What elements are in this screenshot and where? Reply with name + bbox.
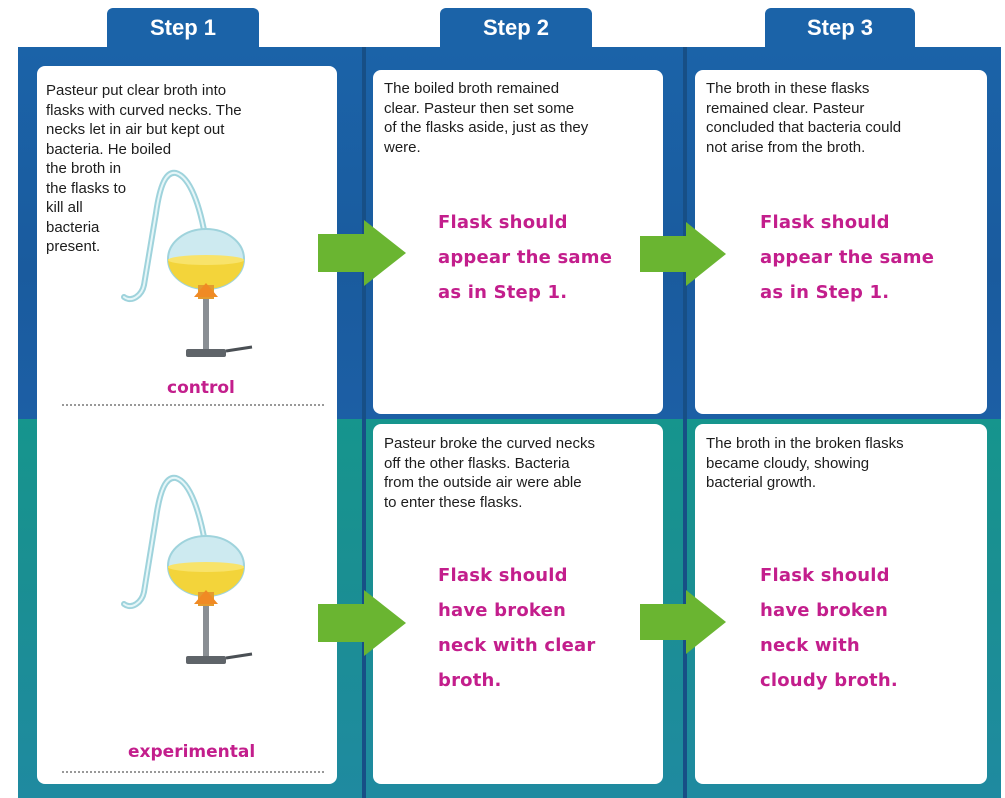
text-line: The broth in the broken flasks xyxy=(706,435,904,452)
step-2-control-text xyxy=(384,79,588,157)
text-line: remained clear. Pasteur xyxy=(706,99,865,117)
text-line: present. xyxy=(46,238,101,255)
text-line: kill all xyxy=(46,199,83,216)
experimental-flask-icon xyxy=(110,468,260,683)
text-line: The boiled broth remained xyxy=(384,80,560,97)
step-2-experimental-note xyxy=(438,558,596,698)
text-line: the broth in xyxy=(46,160,122,177)
text-line: not arise from the broth. xyxy=(706,138,866,156)
step-3-experimental-note xyxy=(760,558,898,698)
text-line: from the outside air were able xyxy=(384,474,582,491)
text-line: Pasteur put clear broth into xyxy=(46,82,227,99)
note-line: appear the same xyxy=(760,247,935,268)
text-line: the flasks to xyxy=(46,179,127,197)
text-line: clear. Pasteur then set some xyxy=(384,99,575,117)
right-arrow-icon xyxy=(640,222,726,286)
text-line: Pasteur broke the curved necks xyxy=(384,435,595,452)
experimental-label: experimental xyxy=(128,742,256,762)
text-line: were. xyxy=(384,138,421,156)
note-line: have broken xyxy=(438,600,567,621)
text-line: bacteria. He boiled xyxy=(46,140,172,158)
right-arrow-icon xyxy=(318,220,406,286)
note-line: cloudy broth. xyxy=(760,670,898,691)
step-2-tab xyxy=(440,8,592,48)
note-line: Flask should xyxy=(760,565,890,586)
note-line: as in Step 1. xyxy=(760,282,890,303)
column-divider xyxy=(683,47,687,798)
text-line: flasks with curved necks. The xyxy=(46,101,242,119)
step-1-title: Step 1 xyxy=(149,15,217,40)
step-2-title: Step 2 xyxy=(482,15,550,40)
right-arrow-icon xyxy=(640,590,726,654)
text-line: bacteria xyxy=(46,218,100,236)
note-line: broth. xyxy=(438,670,502,691)
note-line: neck with xyxy=(760,635,860,656)
step-2-control-note xyxy=(438,205,612,310)
note-line: Flask should xyxy=(760,212,890,233)
text-line: The broth in these flasks xyxy=(706,80,870,97)
step-1-tab xyxy=(107,8,259,48)
right-arrow-icon xyxy=(318,590,406,656)
text-line: became cloudy, showing xyxy=(706,454,870,472)
step-3-control-note xyxy=(760,205,934,310)
column-divider xyxy=(362,47,366,798)
control-flask-icon xyxy=(110,165,260,375)
note-line: as in Step 1. xyxy=(438,282,568,303)
text-line: necks let in air but kept out xyxy=(46,121,225,138)
experimental-divider xyxy=(62,771,324,773)
step-3-experimental-text xyxy=(706,434,904,493)
text-line: of the flasks aside, just as they xyxy=(384,119,589,136)
text-line: to enter these flasks. xyxy=(384,493,523,511)
step-3-tab xyxy=(765,8,915,48)
step-3-control-text xyxy=(706,79,901,157)
note-line: Flask should xyxy=(438,565,568,586)
text-line: bacterial growth. xyxy=(706,474,817,491)
text-line: off the other flasks. Bacteria xyxy=(384,454,570,472)
note-line: neck with clear xyxy=(438,635,596,656)
note-line: appear the same xyxy=(438,247,613,268)
step-3-title: Step 3 xyxy=(806,15,874,40)
step-2-experimental-text xyxy=(384,434,595,512)
text-line: concluded that bacteria could xyxy=(706,119,902,136)
control-divider xyxy=(62,404,324,406)
note-line: have broken xyxy=(760,600,889,621)
control-label: control xyxy=(167,378,235,398)
note-line: Flask should xyxy=(438,212,568,233)
